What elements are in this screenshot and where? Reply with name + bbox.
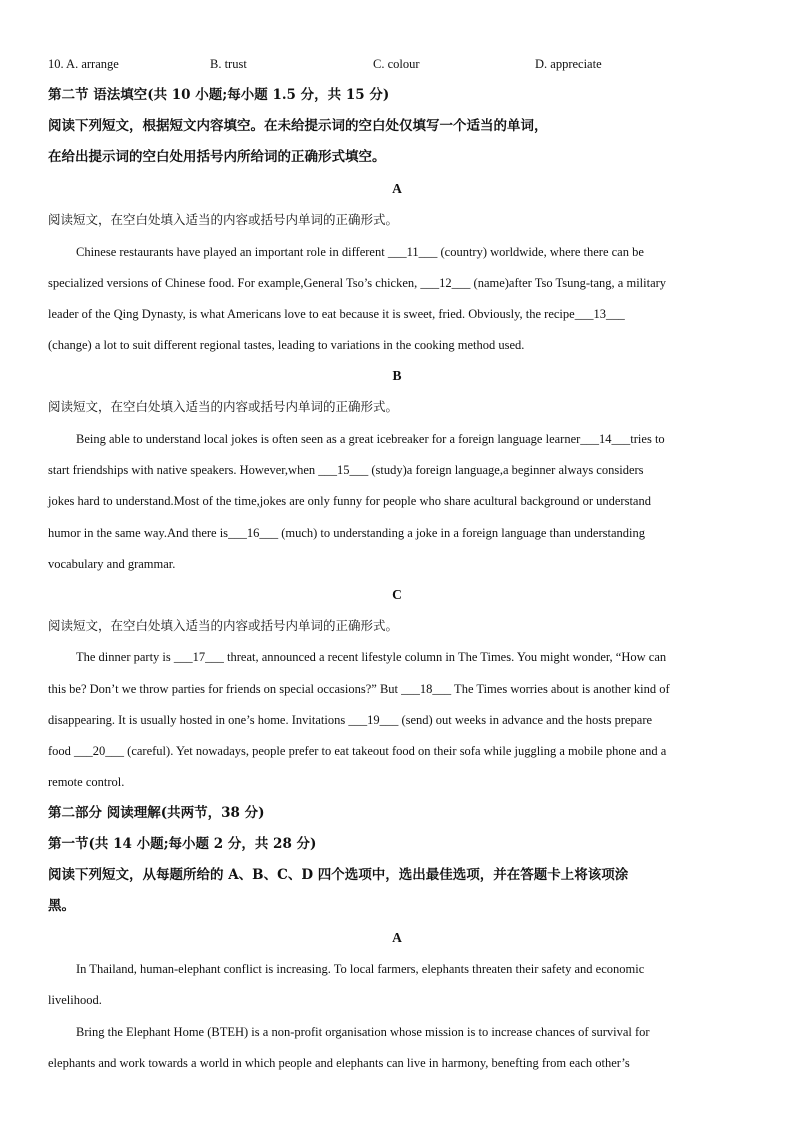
passage-b-line-3: jokes hard to understand.Most of the time,jokes are only funny for people who share acultural background or understand bbox=[48, 494, 651, 508]
blank-14[interactable]: ___14___ bbox=[580, 432, 631, 446]
passage-c-instruction: 阅读短文，在空白处填入适当的内容或括号内单词的正确形式。 bbox=[48, 618, 399, 633]
passage-a-line-2: specialized versions of Chinese food. For example,General Tso’s chicken, ___12___ (name)after Tso Tsung-tang, a military bbox=[48, 276, 667, 290]
passage-b-line-4: humor in the same way.And there is___16___ (much) to understanding a joke in a foreign language than understanding bbox=[48, 526, 645, 540]
passage-c-line-1: The dinner party is ___17___ threat, announced a recent lifestyle column in The Times. You might wonder, “How can bbox=[76, 650, 667, 664]
reading-a-letter: A bbox=[392, 930, 402, 945]
passage-b-line-2: start friendships with native speakers. However,when ___15___ (study)a foreign language,a beginner always considers bbox=[48, 463, 644, 477]
section2-title: 第二节 语法填空(共 10 小题;每小题 1.5 分，共 15 分) bbox=[48, 87, 390, 103]
section2-instruction-1: 阅读下列短文，根据短文内容填空。在未给提示词的空白处仅填写一个适当的单词， bbox=[48, 118, 548, 134]
blank-18[interactable]: ___18___ bbox=[401, 682, 452, 696]
passage-a-line-4: (change) a lot to suit different regional tastes, leading to variations in the cooking method used. bbox=[48, 338, 525, 352]
q10-option-b: B. trust bbox=[210, 57, 247, 71]
passage-c-line-4: food ___20___ (careful). Yet nowadays, people prefer to eat takeout food on their sofa while juggling a mobile phone and a bbox=[48, 744, 667, 758]
passage-b-line-1: Being able to understand local jokes is often seen as a great icebreaker for a foreign language learner___14___tries to bbox=[76, 432, 665, 446]
blank-13[interactable]: ___13___ bbox=[574, 307, 625, 321]
passage-c-line-5: remote control. bbox=[48, 775, 125, 789]
section1-instruction-2: 黑。 bbox=[48, 898, 75, 914]
blank-11[interactable]: ___11___ bbox=[387, 245, 438, 259]
q10-option-d: D. appreciate bbox=[535, 57, 602, 71]
q10-option-c: C. colour bbox=[373, 57, 420, 71]
passage-c-line-3: disappearing. It is usually hosted in one’s home. Invitations ___19___ (send) out weeks in advance and the hosts prepare bbox=[48, 713, 653, 727]
reading-a-p2-line-2: elephants and work towards a world in which people and elephants can live in harmony, benefting from each other’s bbox=[48, 1056, 630, 1070]
passage-a-line-1: Chinese restaurants have played an important role in different ___11___ (country) worldwide, where there can be bbox=[76, 245, 644, 259]
passage-b-line-5: vocabulary and grammar. bbox=[48, 557, 176, 571]
section2-instruction-2: 在给出提示词的空白处用括号内所给词的正确形式填空。 bbox=[48, 149, 386, 165]
blank-20[interactable]: ___20___ bbox=[74, 744, 125, 758]
section1-instruction-1: 阅读下列短文，从每题所给的 A、B、C、D 四个选项中，选出最佳选项，并在答题卡上将该项涂 bbox=[48, 867, 629, 883]
blank-15[interactable]: ___15___ bbox=[318, 463, 369, 477]
passage-c-line-2: this be? Don’t we throw parties for friends on special occasions?” But ___18___ The Times worries about is another kind of bbox=[48, 682, 670, 696]
part2-title: 第二部分 阅读理解(共两节，38 分) bbox=[48, 805, 265, 821]
passage-c-letter: C bbox=[392, 587, 402, 602]
blank-16[interactable]: ___16___ bbox=[228, 526, 279, 540]
passage-a-letter: A bbox=[392, 181, 402, 196]
reading-a-p1-line-1: In Thailand, human-elephant conflict is increasing. To local farmers, elephants threaten their safety and economic bbox=[76, 962, 645, 976]
passage-b-instruction: 阅读短文，在空白处填入适当的内容或括号内单词的正确形式。 bbox=[48, 399, 399, 414]
blank-12[interactable]: ___12___ bbox=[420, 276, 471, 290]
passage-a-instruction: 阅读短文，在空白处填入适当的内容或括号内单词的正确形式。 bbox=[48, 212, 399, 227]
passage-b-letter: B bbox=[392, 368, 402, 383]
passage-a-line-3: leader of the Qing Dynasty, is what Americans love to eat because it is sweet, fried. Obviously, the recipe___13___ bbox=[48, 307, 625, 321]
blank-17[interactable]: ___17___ bbox=[173, 650, 224, 664]
q10-option-a: 10. A. arrange bbox=[48, 57, 119, 71]
reading-a-p2-line-1: Bring the Elephant Home (BTEH) is a non-profit organisation whose mission is to increase chances of survival for bbox=[76, 1025, 650, 1039]
reading-a-p1-line-2: livelihood. bbox=[48, 993, 102, 1007]
section1-title: 第一节(共 14 小题;每小题 2 分，共 28 分) bbox=[48, 836, 317, 852]
blank-19[interactable]: ___19___ bbox=[348, 713, 399, 727]
